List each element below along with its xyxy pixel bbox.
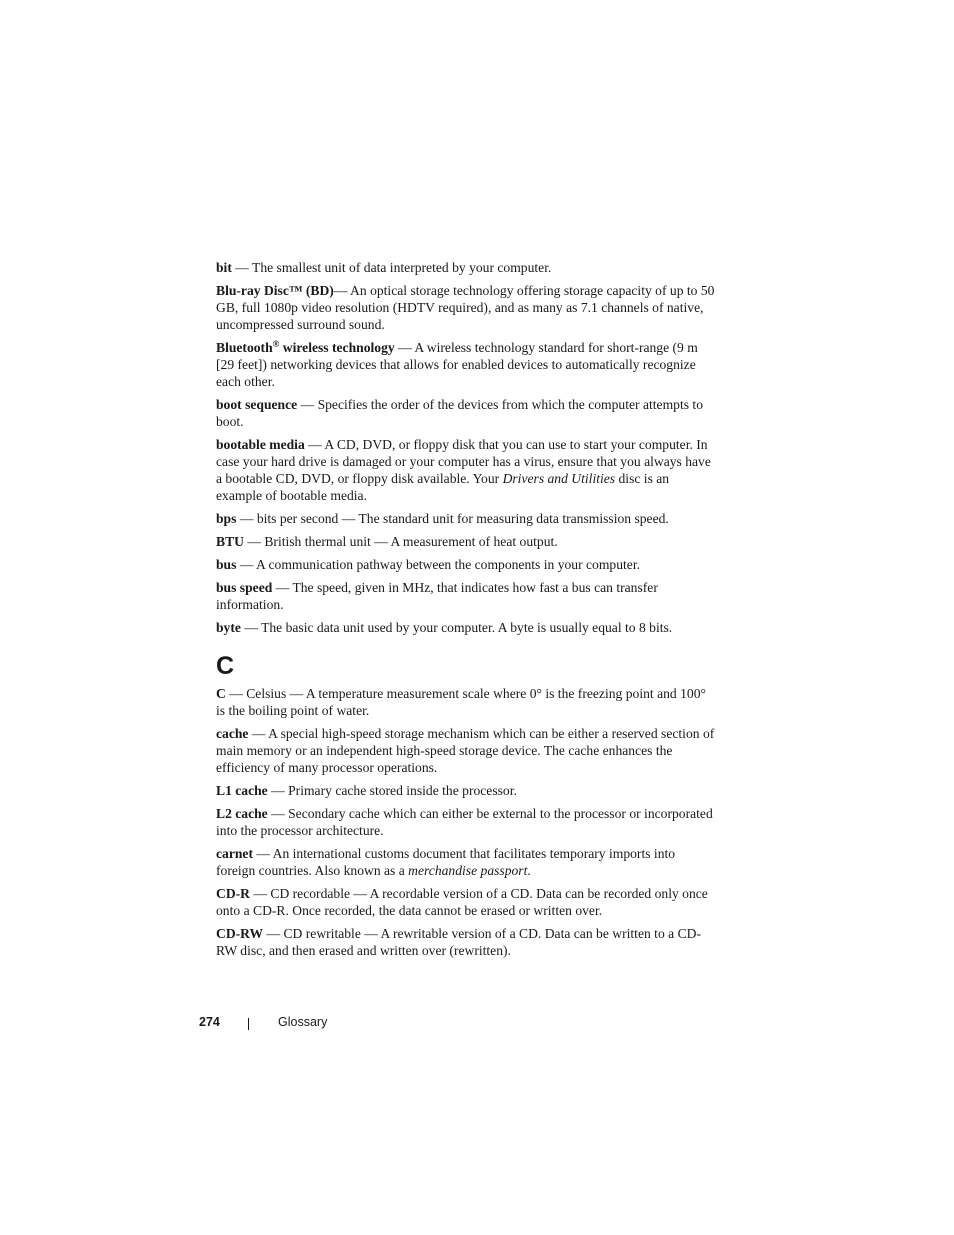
glossary-term: Blu-ray Disc™ (BD) [216, 283, 334, 298]
glossary-emphasis: merchandise passport [408, 863, 528, 878]
footer-divider [248, 1018, 249, 1030]
glossary-entry-bps [216, 510, 716, 527]
glossary-entry-cache [216, 725, 716, 776]
glossary-term-main: Bluetooth [216, 340, 273, 355]
glossary-term-rest: wireless technology [279, 340, 395, 355]
glossary-definition: — A wireless technology standard for short-range (9 m [29 feet]) networking devices that allows for enabled devices to automatically recognize each other. [216, 340, 698, 389]
glossary-definition: — A CD, DVD, or floppy disk that you can use to start your computer. In case your hard drive is damaged or your computer has a virus, ensure that you always have a bootable CD, DVD, or floppy disk available. Your [216, 437, 711, 486]
glossary-term: C [216, 686, 226, 701]
glossary-entry-bus [216, 556, 716, 573]
glossary-entry-btu [216, 533, 716, 550]
glossary-entry-l1-cache [216, 782, 716, 799]
glossary-entry-bluetooth [216, 339, 716, 390]
glossary-term: BTU [216, 534, 244, 549]
glossary-definition: — A communication pathway between the components in your computer. [236, 557, 640, 572]
glossary-entry-blu-ray-disc [216, 282, 716, 333]
glossary-term: cache [216, 726, 249, 741]
registered-mark: ® [272, 339, 280, 349]
glossary-term: bus [216, 557, 237, 572]
glossary-entry-boot-sequence [216, 396, 716, 430]
glossary-definition: — The basic data unit used by your computer. A byte is usually equal to 8 bits. [240, 620, 673, 635]
glossary-entry-c [216, 685, 716, 719]
glossary-term: bit [216, 260, 232, 275]
glossary-term: bootable media [216, 437, 305, 452]
glossary-term: carnet [216, 846, 253, 861]
glossary-entry-carnet [216, 845, 716, 879]
glossary-definition: — Celsius — A temperature measurement scale where 0° is the freezing point and 100° is the boiling point of water. [216, 686, 706, 718]
section-heading-c: C [216, 652, 235, 680]
glossary-entry-cd-r [216, 885, 716, 919]
glossary-entry-bit [216, 259, 716, 276]
glossary-term: L2 cache [216, 806, 268, 821]
glossary-term: bps [216, 511, 237, 526]
glossary-entry-bootable-media [216, 436, 716, 504]
glossary-entry-byte [216, 619, 716, 636]
glossary-term [216, 340, 395, 355]
glossary-emphasis: Drivers and Utilities [502, 471, 616, 486]
glossary-term: boot sequence [216, 397, 298, 412]
glossary-definition-after: disc is an example of bootable media. [216, 471, 670, 503]
glossary-definition: — A special high-speed storage mechanism which can be either a reserved section of main memory or an independent high-speed storage device. The cache enhances the efficiency of many processor operations. [216, 726, 715, 775]
glossary-definition: — Primary cache stored inside the processor. [267, 783, 517, 798]
glossary-definition: — An international customs document that facilitates temporary imports into foreign countries. Also known as a [216, 846, 676, 878]
glossary-definition: — CD recordable — A recordable version of a CD. Data can be recorded only once onto a CD-R. Once recorded, the data cannot be erased or written over. [216, 886, 708, 918]
glossary-term: CD-RW [216, 926, 264, 941]
glossary-definition: — bits per second — The standard unit for measuring data transmission speed. [236, 511, 669, 526]
glossary-term: byte [216, 620, 241, 635]
glossary-definition-after: . [527, 863, 531, 878]
glossary-term: L1 cache [216, 783, 268, 798]
page-footer [0, 1015, 954, 1035]
glossary-definition: — CD rewritable — A rewritable version of a CD. Data can be written to a CD-RW disc, and then erased and written over (rewritten). [216, 926, 701, 958]
glossary-entry-cd-rw [216, 925, 716, 959]
glossary-entry-l2-cache [216, 805, 716, 839]
glossary-definition: — British thermal unit — A measurement of heat output. [243, 534, 558, 549]
glossary-term: bus speed [216, 580, 273, 595]
glossary-definition: — Secondary cache which can either be external to the processor or incorporated into the processor architecture. [216, 806, 713, 838]
glossary-definition: — The smallest unit of data interpreted by your computer. [231, 260, 552, 275]
page-number: 274 [199, 1015, 220, 1029]
glossary-definition: — The speed, given in MHz, that indicates how fast a bus can transfer information. [216, 580, 658, 612]
glossary-entry-bus-speed [216, 579, 716, 613]
glossary-definition: — Specifies the order of the devices from which the computer attempts to boot. [216, 397, 703, 429]
glossary-definition: — An optical storage technology offering storage capacity of up to 50 GB, full 1080p video resolution (HDTV required), and as many as 7.1 channels of native, uncompressed surround sound. [216, 283, 715, 332]
glossary-term: CD-R [216, 886, 250, 901]
footer-section-name: Glossary [278, 1015, 328, 1029]
glossary-content [216, 259, 716, 965]
